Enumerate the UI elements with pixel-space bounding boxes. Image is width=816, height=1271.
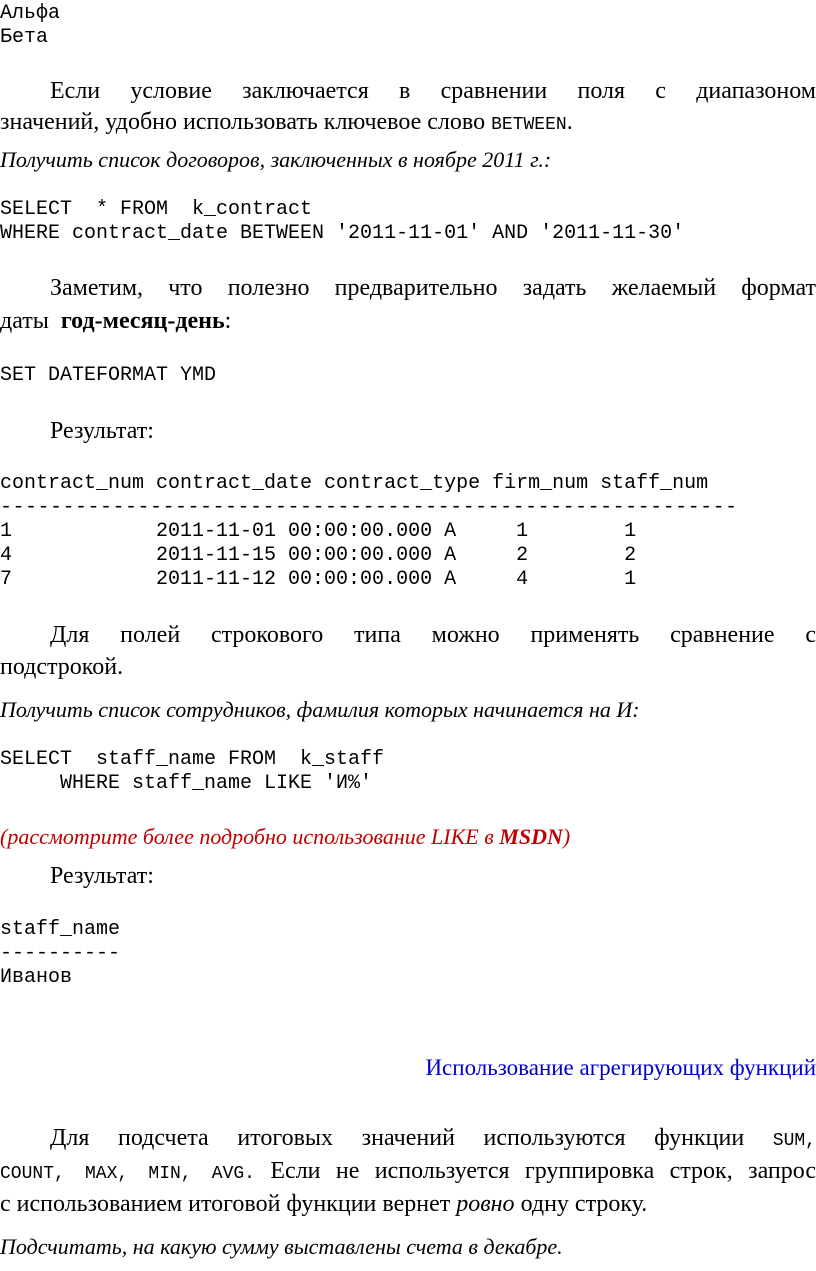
task-contracts-november: Получить список договоров, заключенных в ноябре 2011 г.:: [0, 147, 552, 172]
paragraph-agg-text1: Для подсчета итоговых значений используются функции: [50, 1125, 773, 1151]
result2-header: staff_name: [0, 918, 121, 941]
result2-row: Иванов: [0, 966, 73, 989]
result-label-2: Результат:: [50, 863, 154, 889]
exactly-italic: ровно: [456, 1191, 515, 1217]
task-staff-surname: Получить список сотрудников, фамилия которых начинается на И:: [0, 697, 640, 722]
aggregate-keywords: COUNT, MAX, MIN, AVG.: [0, 1164, 255, 1184]
result1-row: 7 2011-11-12 00:00:00.000 A 4 1: [0, 568, 637, 591]
section-heading: Использование агрегирующих функций: [425, 1055, 816, 1080]
query1-line1: SELECT * FROM k_contract: [0, 198, 313, 221]
result1-header: contract_num contract_date contract_type firm_num staff_num: [0, 472, 709, 495]
query2-line2: WHERE staff_name LIKE 'И%': [0, 772, 373, 795]
result1-separator: -----------------------------------------------------------: [0, 496, 738, 519]
result-label-1: Результат:: [50, 418, 154, 444]
query1-line2: WHERE contract_date BETWEEN '2011-11-01' AND '2011-11-30': [0, 222, 685, 245]
paragraph-agg-line3: [0, 1191, 647, 1218]
msdn-note-end: ): [562, 824, 571, 849]
date-format-bold: год-месяц-день: [60, 308, 225, 334]
paragraph-agg-text3: с использованием итоговой функции вернет: [0, 1191, 457, 1217]
paragraph-agg-line1: [0, 1125, 816, 1152]
result1-row: 4 2011-11-15 00:00:00.000 A 2 2: [0, 544, 637, 567]
list-item-beta: Бета: [0, 26, 49, 49]
paragraph-format-text: даты: [0, 308, 61, 334]
paragraph-agg-end: одну строку.: [514, 1191, 648, 1217]
result1-row: 1 2011-11-01 00:00:00.000 A 1 1: [0, 520, 637, 543]
paragraph-format-end: :: [224, 308, 232, 334]
msdn-note-text: (рассмотрите более подробно использование LIKE в: [0, 824, 500, 849]
msdn-note: [0, 824, 570, 850]
result2-separator: ----------: [0, 942, 121, 965]
set-dateformat-command: SET DATEFORMAT YMD: [0, 364, 217, 387]
between-keyword: BETWEEN: [491, 115, 567, 135]
paragraph-format-line1: Заметим, что полезно предварительно задать желаемый формат: [50, 275, 816, 301]
paragraph-agg-line2: [0, 1158, 816, 1185]
query2-line1: SELECT staff_name FROM k_staff: [0, 748, 385, 771]
paragraph-between-line2: [0, 109, 573, 136]
paragraph-between-line1: Если условие заключается в сравнении поля с диапазоном: [50, 78, 816, 104]
paragraph-format-line2: [0, 308, 231, 335]
paragraph-between-end: .: [566, 109, 573, 135]
paragraph-strings-line1: Для полей строкового типа можно применять сравнение с: [50, 622, 816, 648]
paragraph-between-text: значений, удобно использовать ключевое слово: [0, 109, 492, 135]
paragraph-agg-text2: Если не используется группировка строк, запрос: [255, 1158, 816, 1184]
task-invoices-december: Подсчитать, на какую сумму выставлены счета в декабре.: [0, 1234, 563, 1259]
msdn-note-bold: MSDN: [499, 824, 563, 849]
sum-keyword: SUM,: [772, 1131, 816, 1151]
list-item-alpha: Альфа: [0, 2, 61, 25]
paragraph-strings-line2: подстрокой.: [0, 654, 124, 680]
